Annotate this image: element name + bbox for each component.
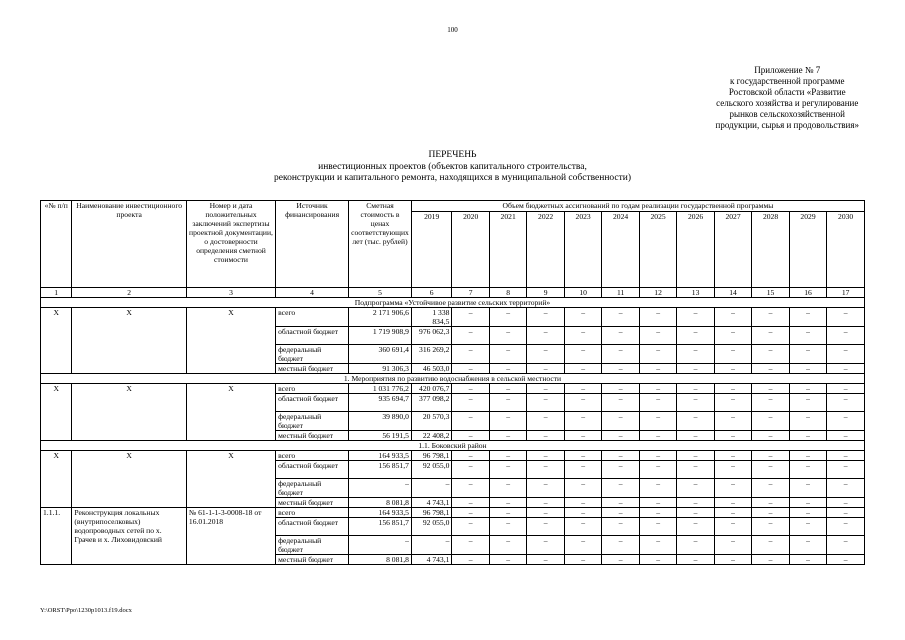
allocation-dash: –: [452, 394, 489, 412]
allocation-dash: –: [752, 479, 789, 498]
column-number: 8: [489, 288, 526, 298]
allocation-dash: –: [714, 555, 751, 565]
allocation-dash: –: [789, 508, 826, 518]
allocation-dash: –: [489, 431, 526, 441]
allocation-dash: –: [527, 412, 564, 431]
allocation-dash: –: [602, 394, 639, 412]
allocation-2019: –: [411, 536, 452, 555]
allocation-dash: –: [452, 451, 489, 461]
allocation-dash: –: [564, 384, 601, 394]
allocation-dash: –: [752, 327, 789, 345]
allocation-dash: –: [452, 518, 489, 536]
year-header: 2020: [452, 212, 489, 288]
allocation-dash: –: [827, 412, 865, 431]
allocation-dash: –: [677, 394, 714, 412]
estimated-cost: 164 933,5: [349, 508, 412, 518]
column-number: 14: [714, 288, 751, 298]
funding-source: всего: [276, 384, 349, 394]
funding-source: местный бюджет: [276, 364, 349, 374]
section-title-row: [41, 441, 865, 451]
estimated-cost: 935 694,7: [349, 394, 412, 412]
column-number: 1: [41, 288, 72, 298]
estimated-cost: 8 081,8: [349, 498, 412, 508]
allocation-dash: –: [714, 498, 751, 508]
appendix-line: к государственной программе: [730, 76, 845, 86]
allocation-dash: –: [489, 327, 526, 345]
year-header: 2024: [602, 212, 639, 288]
allocation-dash: –: [564, 308, 601, 327]
allocation-dash: –: [714, 431, 751, 441]
section-title-row: [41, 374, 865, 384]
allocation-dash: –: [677, 461, 714, 479]
allocation-dash: –: [489, 394, 526, 412]
allocation-dash: –: [677, 518, 714, 536]
column-number: 4: [276, 288, 349, 298]
section-title: 1.1. Боковский район: [41, 441, 865, 451]
allocation-dash: –: [602, 364, 639, 374]
funding-source: федеральный бюджет: [276, 536, 349, 555]
allocation-dash: –: [752, 498, 789, 508]
estimated-cost: 91 306,3: [349, 364, 412, 374]
allocation-dash: –: [452, 461, 489, 479]
column-number: 17: [827, 288, 865, 298]
allocation-dash: –: [602, 508, 639, 518]
expertise-conclusion: Х: [186, 384, 275, 441]
allocation-dash: –: [714, 508, 751, 518]
allocation-dash: –: [677, 479, 714, 498]
funding-source: областной бюджет: [276, 518, 349, 536]
estimated-cost: 39 890,0: [349, 412, 412, 431]
funding-source: областной бюджет: [276, 327, 349, 345]
allocation-dash: –: [602, 384, 639, 394]
allocation-dash: –: [714, 364, 751, 374]
allocation-dash: –: [639, 412, 676, 431]
column-number: 6: [411, 288, 452, 298]
allocation-2019: 976 062,3: [411, 327, 452, 345]
allocation-2019: 96 798,1: [411, 508, 452, 518]
allocation-dash: –: [677, 451, 714, 461]
document-title: [0, 150, 905, 185]
allocation-dash: –: [639, 394, 676, 412]
allocation-dash: –: [527, 498, 564, 508]
allocation-dash: –: [527, 451, 564, 461]
estimated-cost: 2 171 906,6: [349, 308, 412, 327]
estimated-cost: 360 691,4: [349, 345, 412, 364]
allocation-dash: –: [639, 345, 676, 364]
allocation-dash: –: [827, 555, 865, 565]
allocation-dash: –: [452, 412, 489, 431]
allocation-dash: –: [489, 536, 526, 555]
column-number: 16: [789, 288, 826, 298]
header-volume: Объем бюджетных ассигнований по годам реализации государственной программы: [411, 201, 864, 212]
estimated-cost: 56 191,5: [349, 431, 412, 441]
file-path-footer: Y:\ORST\Ppo\1230p1013.f19.docx: [40, 607, 132, 614]
funding-source: федеральный бюджет: [276, 479, 349, 498]
allocation-dash: –: [452, 345, 489, 364]
allocation-2019: 377 098,2: [411, 394, 452, 412]
appendix-block: [716, 65, 860, 131]
allocation-dash: –: [789, 461, 826, 479]
allocation-dash: –: [752, 364, 789, 374]
allocation-dash: –: [677, 327, 714, 345]
allocation-dash: –: [639, 498, 676, 508]
allocation-dash: –: [527, 364, 564, 374]
allocation-dash: –: [602, 345, 639, 364]
allocation-dash: –: [602, 518, 639, 536]
header-num: «№ п/п: [41, 201, 72, 288]
allocation-dash: –: [527, 394, 564, 412]
title-line: инвестиционных проектов (объектов капитального строительства,: [318, 161, 587, 172]
allocation-dash: –: [564, 498, 601, 508]
column-number: 9: [527, 288, 564, 298]
allocation-dash: –: [789, 384, 826, 394]
allocation-dash: –: [677, 412, 714, 431]
expertise-conclusion: Х: [186, 308, 275, 374]
allocation-dash: –: [639, 384, 676, 394]
allocation-2019: 420 076,7: [411, 384, 452, 394]
allocation-dash: –: [714, 308, 751, 327]
allocation-dash: –: [564, 555, 601, 565]
page-number: 100: [447, 26, 458, 34]
allocation-dash: –: [677, 364, 714, 374]
allocation-dash: –: [752, 555, 789, 565]
allocation-dash: –: [564, 394, 601, 412]
allocation-dash: –: [752, 308, 789, 327]
allocation-dash: –: [489, 412, 526, 431]
estimated-cost: 1 031 776,2: [349, 384, 412, 394]
allocation-dash: –: [789, 555, 826, 565]
table-row: [41, 308, 865, 327]
allocation-dash: –: [789, 412, 826, 431]
allocation-dash: –: [602, 498, 639, 508]
estimated-cost: –: [349, 536, 412, 555]
allocation-dash: –: [527, 508, 564, 518]
allocation-2019: 20 570,3: [411, 412, 452, 431]
allocation-dash: –: [639, 555, 676, 565]
allocation-dash: –: [452, 327, 489, 345]
section-title: Подпрограмма «Устойчивое развитие сельских территорий»: [41, 298, 865, 308]
allocation-dash: –: [827, 345, 865, 364]
allocation-dash: –: [827, 518, 865, 536]
allocation-dash: –: [714, 327, 751, 345]
allocation-dash: –: [677, 431, 714, 441]
allocation-dash: –: [639, 431, 676, 441]
funding-source: всего: [276, 451, 349, 461]
allocation-dash: –: [564, 327, 601, 345]
allocation-dash: –: [527, 479, 564, 498]
allocation-dash: –: [527, 384, 564, 394]
appendix-line: сельского хозяйства и регулирование: [716, 98, 859, 108]
allocation-dash: –: [752, 518, 789, 536]
allocation-dash: –: [564, 536, 601, 555]
allocation-dash: –: [452, 479, 489, 498]
appendix-line: Приложение № 7: [754, 65, 821, 75]
project-number: Х: [41, 308, 72, 374]
allocation-dash: –: [714, 536, 751, 555]
column-number: 12: [639, 288, 676, 298]
allocation-dash: –: [452, 431, 489, 441]
allocation-dash: –: [639, 308, 676, 327]
year-header: 2019: [411, 212, 452, 288]
allocation-dash: –: [752, 451, 789, 461]
allocation-dash: –: [602, 451, 639, 461]
funding-source: федеральный бюджет: [276, 345, 349, 364]
allocation-dash: –: [489, 451, 526, 461]
allocation-dash: –: [452, 555, 489, 565]
project-number: Х: [41, 451, 72, 508]
year-header: 2030: [827, 212, 865, 288]
allocation-dash: –: [639, 518, 676, 536]
allocation-dash: –: [527, 536, 564, 555]
funding-source: всего: [276, 508, 349, 518]
allocation-dash: –: [827, 431, 865, 441]
project-number: 1.1.1.: [41, 508, 72, 565]
allocation-dash: –: [789, 536, 826, 555]
column-number-row: [41, 288, 865, 298]
allocation-dash: –: [827, 394, 865, 412]
allocation-dash: –: [789, 308, 826, 327]
allocation-dash: –: [602, 555, 639, 565]
allocation-dash: –: [714, 451, 751, 461]
appendix-line: рынков сельскохозяйственной: [729, 109, 845, 119]
allocation-dash: –: [827, 508, 865, 518]
appendix-line: продукции, сырья и продовольствия»: [715, 120, 859, 130]
header-source: Источник финансирования: [276, 201, 349, 288]
allocation-2019: 92 055,0: [411, 518, 452, 536]
allocation-dash: –: [564, 518, 601, 536]
allocation-dash: –: [714, 394, 751, 412]
funding-source: местный бюджет: [276, 498, 349, 508]
allocation-dash: –: [677, 498, 714, 508]
allocation-dash: –: [602, 431, 639, 441]
allocation-dash: –: [564, 431, 601, 441]
table-row: [41, 508, 865, 518]
allocation-dash: –: [714, 345, 751, 364]
allocation-dash: –: [752, 536, 789, 555]
section-title: 1. Мероприятия по развитию водоснабжения в сельской местности: [41, 374, 865, 384]
table-row: [41, 451, 865, 461]
allocation-dash: –: [827, 498, 865, 508]
allocation-dash: –: [827, 451, 865, 461]
allocation-dash: –: [602, 479, 639, 498]
allocation-dash: –: [489, 479, 526, 498]
allocation-dash: –: [527, 518, 564, 536]
allocation-dash: –: [489, 345, 526, 364]
allocation-dash: –: [452, 508, 489, 518]
allocation-dash: –: [452, 536, 489, 555]
allocation-dash: –: [827, 461, 865, 479]
allocation-dash: –: [677, 308, 714, 327]
allocation-dash: –: [789, 479, 826, 498]
allocation-dash: –: [527, 308, 564, 327]
allocation-dash: –: [789, 451, 826, 461]
project-name: Х: [72, 384, 187, 441]
year-header: 2029: [789, 212, 826, 288]
title-line: реконструкции и капитального ремонта, находящихся в муниципальной собственности): [273, 173, 632, 183]
allocation-dash: –: [789, 394, 826, 412]
header-name: Наименование инвестиционного проекта: [72, 201, 187, 288]
allocation-dash: –: [827, 479, 865, 498]
allocation-dash: –: [789, 518, 826, 536]
allocation-dash: –: [752, 394, 789, 412]
allocation-dash: –: [714, 384, 751, 394]
year-header: 2022: [527, 212, 564, 288]
allocation-dash: –: [527, 461, 564, 479]
allocation-dash: –: [564, 479, 601, 498]
allocation-2019: 92 055,0: [411, 461, 452, 479]
allocation-dash: –: [564, 461, 601, 479]
allocation-2019: 22 408,2: [411, 431, 452, 441]
estimated-cost: 164 933,5: [349, 451, 412, 461]
allocation-dash: –: [564, 412, 601, 431]
project-name: Реконструкция локальных (внутрипоселковых) водопроводных сетей по х. Грачев и х. Лиховидовский: [72, 508, 187, 565]
project-name: Х: [72, 451, 187, 508]
allocation-dash: –: [489, 364, 526, 374]
project-number: Х: [41, 384, 72, 441]
funding-source: областной бюджет: [276, 461, 349, 479]
allocation-dash: –: [827, 308, 865, 327]
allocation-2019: 4 743,1: [411, 555, 452, 565]
allocation-dash: –: [639, 364, 676, 374]
funding-source: местный бюджет: [276, 555, 349, 565]
estimated-cost: 8 081,8: [349, 555, 412, 565]
allocation-dash: –: [827, 364, 865, 374]
table-row: [41, 384, 865, 394]
allocation-dash: –: [789, 345, 826, 364]
allocation-dash: –: [602, 536, 639, 555]
estimated-cost: 156 851,7: [349, 518, 412, 536]
allocation-dash: –: [489, 508, 526, 518]
allocation-2019: 1 338 834,5: [411, 308, 452, 327]
funding-source: федеральный бюджет: [276, 412, 349, 431]
allocation-dash: –: [639, 327, 676, 345]
allocation-dash: –: [602, 461, 639, 479]
allocation-dash: –: [564, 508, 601, 518]
allocation-dash: –: [452, 498, 489, 508]
column-number: 7: [452, 288, 489, 298]
allocation-2019: 46 503,0: [411, 364, 452, 374]
allocation-dash: –: [789, 327, 826, 345]
column-number: 15: [752, 288, 789, 298]
allocation-dash: –: [639, 479, 676, 498]
allocation-dash: –: [489, 461, 526, 479]
allocation-dash: –: [564, 364, 601, 374]
allocation-dash: –: [714, 518, 751, 536]
allocation-dash: –: [789, 498, 826, 508]
section-title-row: [41, 298, 865, 308]
allocation-dash: –: [489, 498, 526, 508]
allocation-dash: –: [677, 508, 714, 518]
allocation-dash: –: [527, 327, 564, 345]
expertise-conclusion: № 61-1-1-3-0008-18 от 16.01.2018: [186, 508, 275, 565]
allocation-2019: –: [411, 479, 452, 498]
allocation-2019: 96 798,1: [411, 451, 452, 461]
estimated-cost: 156 851,7: [349, 461, 412, 479]
estimated-cost: 1 719 908,9: [349, 327, 412, 345]
column-number: 10: [564, 288, 601, 298]
investment-projects-table: [40, 200, 865, 565]
allocation-dash: –: [789, 431, 826, 441]
allocation-dash: –: [489, 518, 526, 536]
allocation-dash: –: [452, 308, 489, 327]
allocation-dash: –: [602, 308, 639, 327]
funding-source: областной бюджет: [276, 394, 349, 412]
allocation-dash: –: [714, 479, 751, 498]
funding-source: местный бюджет: [276, 431, 349, 441]
allocation-dash: –: [827, 536, 865, 555]
allocation-dash: –: [564, 451, 601, 461]
allocation-dash: –: [602, 327, 639, 345]
allocation-dash: –: [827, 327, 865, 345]
column-number: 13: [677, 288, 714, 298]
allocation-dash: –: [639, 508, 676, 518]
allocation-dash: –: [489, 555, 526, 565]
year-header: 2021: [489, 212, 526, 288]
column-number: 3: [186, 288, 275, 298]
header-cost: Сметная стоимость в ценах соответствующих лет (тыс. рублей): [349, 201, 412, 288]
allocation-dash: –: [639, 451, 676, 461]
allocation-dash: –: [827, 384, 865, 394]
allocation-dash: –: [752, 384, 789, 394]
allocation-dash: –: [677, 345, 714, 364]
allocation-dash: –: [714, 461, 751, 479]
allocation-dash: –: [489, 384, 526, 394]
allocation-2019: 4 743,1: [411, 498, 452, 508]
column-number: 5: [349, 288, 412, 298]
allocation-dash: –: [527, 431, 564, 441]
allocation-dash: –: [639, 461, 676, 479]
allocation-dash: –: [452, 384, 489, 394]
header-expertise: Номер и дата положительных заключений экспертизы проектной документации, о достоверности определения сметной стоимости: [186, 201, 275, 288]
estimated-cost: –: [349, 479, 412, 498]
funding-source: всего: [276, 308, 349, 327]
year-header: 2028: [752, 212, 789, 288]
allocation-dash: –: [789, 364, 826, 374]
title-heading: ПЕРЕЧЕНЬ: [428, 150, 477, 160]
allocation-2019: 316 269,2: [411, 345, 452, 364]
allocation-dash: –: [752, 431, 789, 441]
column-number: 11: [602, 288, 639, 298]
allocation-dash: –: [677, 384, 714, 394]
allocation-dash: –: [602, 412, 639, 431]
year-header: 2027: [714, 212, 751, 288]
expertise-conclusion: Х: [186, 451, 275, 508]
year-header: 2025: [639, 212, 676, 288]
allocation-dash: –: [639, 536, 676, 555]
allocation-dash: –: [677, 536, 714, 555]
allocation-dash: –: [677, 555, 714, 565]
column-number: 2: [72, 288, 187, 298]
allocation-dash: –: [752, 508, 789, 518]
year-header: 2026: [677, 212, 714, 288]
allocation-dash: –: [452, 364, 489, 374]
allocation-dash: –: [714, 412, 751, 431]
allocation-dash: –: [752, 461, 789, 479]
allocation-dash: –: [752, 345, 789, 364]
appendix-line: Ростовской области «Развитие: [728, 87, 846, 97]
allocation-dash: –: [527, 555, 564, 565]
project-name: Х: [72, 308, 187, 374]
allocation-dash: –: [752, 412, 789, 431]
allocation-dash: –: [489, 308, 526, 327]
allocation-dash: –: [564, 345, 601, 364]
allocation-dash: –: [527, 345, 564, 364]
year-header: 2023: [564, 212, 601, 288]
